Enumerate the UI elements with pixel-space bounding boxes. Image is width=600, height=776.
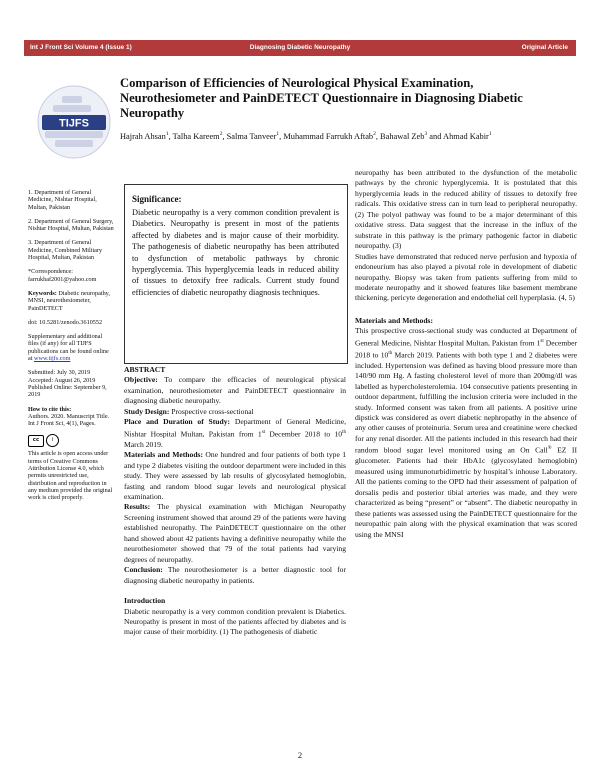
author: Talha Kareem (172, 131, 220, 141)
significance-heading: Significance: (132, 194, 182, 204)
license-text: This article is open access under terms of Creative Commons Attribution License 4.0, which permits unrestricted use, distribution and reproduction in any medium provided the original work is cited properly. (28, 450, 113, 502)
left-column (124, 365, 346, 638)
abstract-place: Place and Duration of Study: Department of General Medicine, Nishtar Hospital Multan, Pakistan from 1st December 2018 to 10th March 2019. (124, 417, 346, 449)
abstract-heading: ABSTRACT (124, 365, 166, 374)
keywords: Keywords: Diabetic neuropathy, MNSI, neurothesiometer, PainDETECT (28, 289, 110, 312)
affiliation: 3. Department of General Medicine, Combined Military Hospital, Multan, Pakistan (28, 239, 103, 262)
significance-body: Diabetic neuropathy is a very common condition prevalent is Diabetics. Neuropathy is present in most of the patients affected by diabetes and is major cause of their morbidity. The pathogenesis of diabetic neuropathy has been attributed to dysfunction of metabolic pathways by chronic hyperglycemia. This hyperglycemia leads in reduced ability of tissues to detoxify free radicals. Current study found efficiencies of diabetic neuropathy diagnosis techniques. (132, 208, 339, 297)
abstract-design: Study Design: Prospective cross-sectional (124, 406, 254, 416)
running-title: Diagnosing Diabetic Neuropathy (249, 44, 351, 51)
site-link[interactable]: www.tijfs.com (34, 355, 71, 363)
supplementary-note: Supplementary and additional files (if any) for all TIJFS publications can be found online at www.tijfs.com (28, 333, 109, 363)
affiliation: 2. Department of General Surgery, Nishtar Hospital, Multan, Pakistan (28, 217, 114, 233)
article-info-sidebar (28, 189, 114, 509)
doi: doi: 10.5281/zenodo.3610552 (28, 318, 103, 326)
svg-text:TIJFS: TIJFS (59, 117, 89, 130)
author: Muhammad Farrukh Aftab (283, 131, 374, 141)
author: Bahawal Zeb (380, 131, 425, 141)
introduction-continued-2: Studies have demonstrated that reduced nerve perfusion and hypoxia of endoneurium has also played a pivotal role in development of diabetic neuropathy. Biopsy was taken from patients suffering from mild to moderate neuropathy and it showed features like basement membrane thickening, pericyte degeneration and endothelial cell hyperplasia. (4, 5) (355, 251, 577, 303)
affiliation: 1. Department of General Medicine, Nishtar Hospital, Multan, Pakistan (28, 189, 97, 211)
abstract-objective: Objective: To compare the efficacies of neurological physical examination, neurothesiometer and PainDETECT questionnaire in diagnosing diabetic neuropathy. (124, 375, 346, 406)
abstract-methods: Materials and Methods: One hundred and four patients of both type 1 and type 2 diabetes visiting the outdoor department were included in this study. They were assessed by lab results of glycosylated hemoglobin, fasting and random blood sugar levels and neurological physical examination. (124, 450, 346, 501)
correspondence: *Correspondence: farrukhaf2001@yahoo.com (28, 268, 97, 283)
significance-box (124, 184, 348, 364)
article-type: Original Article (521, 44, 568, 51)
introduction-heading: Introduction (124, 596, 166, 606)
article-title: Comparison of Efficiencies of Neurological Physical Examination, Neurothesiometer and PainDETECT Questionnaire in Diagnosing Diabetic Neuropathy (120, 76, 523, 120)
materials-heading: Materials and Methods: (355, 315, 434, 325)
materials-body: This prospective cross-sectional study was conducted at Department of General Medicine, Nishtar Hospital Multan, Pakistan from 1st December 2018 to 10th March 2019. Patients with both type 1 and 2 diabetes were included. Hypertension was defined as having blood pressure more than 140/90 mm Hg. A fasting cholesterol level of more than 200mg/dl was labelled as hypercholesterolemia. 104 consecutive patients presenting in outdoor department, fulfilling the inclusion criteria were included in the study. Informed consent was taken from all patients. A positive urine dipstick was considered as overt diabetic nephropathy in the absence of any other causes of proteinuria. Serum urea and creatinine were checked for any renal disorder. All the patients included in this research had their random blood sugar level monitored using an On Call® EZ II glucometer. Patients had their HbA1c (glycosylated hemoglobin) measured using immunoturbidimetric by hospital’s inhouse Laboratory. All the patients coming to the OPD had their assessment of palpation of dorsalis pedis and posterior tibial arteries was made, and they were characterized as being “present” or “absent”. The diabetic neuropathy in these patients was assessed using the PainDETECT questionnaire for the neuropathic pain along with the physical examination that was scored using the MNSI (355, 326, 577, 539)
page-number: 2 (297, 750, 303, 760)
introduction-body: Diabetic neuropathy is a very common condition prevalent is Diabetics. Neuropathy is present in most of the patients affected by diabetes and is major cause of their morbidity. (1) The pathogenesis of diabetic (124, 606, 346, 637)
journal-banner (24, 40, 576, 56)
attribution-icon: i (46, 434, 59, 447)
author-list: Hajrah Ahsan$^1$, Talha Kareem$^2$, Salma Tanveer$^1$, Muhammad Farrukh Aftab$^2$, Bahawal Zeb$^3$ and Ahmad Kabir$^1$ (120, 131, 492, 141)
cc-license-badge (28, 434, 114, 447)
right-column (355, 168, 577, 540)
cc-icon: cc (28, 435, 44, 447)
abstract-results: Results: The physical examination with Michigan Neuropathy Screening instrument showed that around 29 of the patients were having established neuropathy. The PainDETECT questionnaire on the other hand showed about 42 patients having a definitive neuropathy while the neurothesiometer showed that 79 of the total patients had varying degrees of neuropathy. (124, 502, 346, 564)
journal-citation: Int J Front Sci Volume 4 (Issue 1) (30, 44, 132, 51)
author: Hajrah Ahsan (120, 131, 166, 141)
abstract-conclusion: Conclusion: The neurothesiometer is a better diagnostic tool for diagnosing diabetic neuropathy in patients. (124, 565, 346, 585)
author: Salma Tanveer (226, 131, 277, 141)
publication-dates: Submitted: July 30, 2019 Accepted: August 26, 2019 Published Online: September 9, 2019 (28, 369, 107, 399)
author: Ahmad Kabir (443, 131, 489, 141)
tijfs-logo-icon (36, 84, 112, 160)
introduction-continued: neuropathy has been attributed to the dysfunction of the metabolic pathways by the chronic hyperglycemia. It is postulated that this hyperglycemia leads in the reduced ability of tissues to detoxify free radicals. This oxidative stress can in turn lead to peripheral neuropathy. (2) The polyol pathway was found to be a major determinant of this oxidative stress. Data suggest that the increase in the influx of the substrate in this pathway is the primary pathogenic factor in diabetic neuropathy. (3) (355, 168, 577, 251)
citation: How to cite this: Authors. 2020. Manuscript Title. Int J Front Sci, 4(1), Pages. (28, 405, 110, 428)
